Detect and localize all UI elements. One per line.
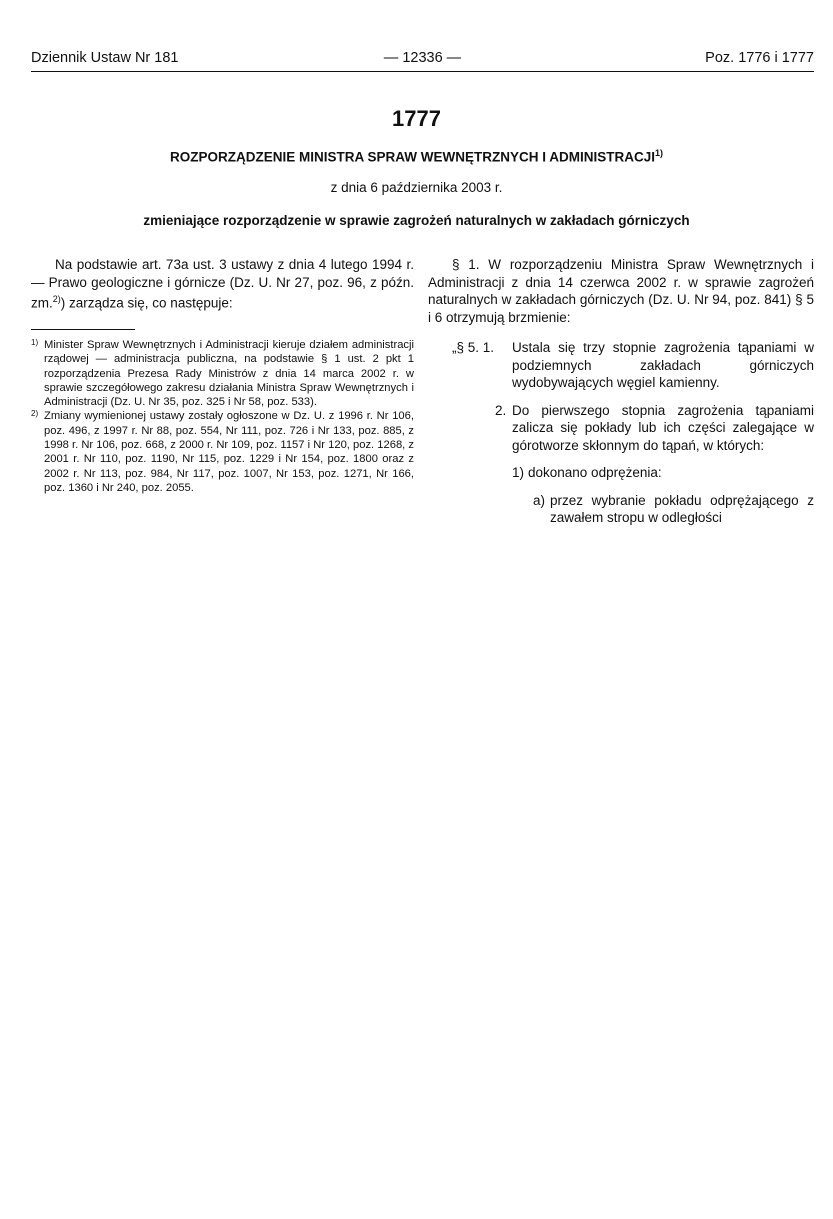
point-1-text: dokonano odprężenia: — [528, 465, 662, 480]
act-title-footnote-ref: 1) — [654, 148, 663, 158]
footnote-1-mark: 1) — [31, 338, 39, 347]
act-title — [0, 148, 833, 165]
right-column — [428, 256, 814, 527]
footnote-1-text: Minister Spraw Wewnętrznych i Administracji kieruje działem administracji rządowej — administracja publiczna, na podstawie § 1 ust. 2 pkt 1 rozporządzenia Prezesa Rady Ministrów z dnia 14 marca 2002 r. w sprawie szczegółowego zakresu działania Ministra Spraw Wewnętrznych i Administracji (Dz. U. Nr 35, poz. 325 i Nr 58, poz. 533). — [44, 339, 414, 409]
preamble — [31, 256, 414, 312]
position-numbers: Poz. 1776 i 1777 — [705, 50, 814, 66]
section-5-ust-2 — [428, 402, 814, 455]
journal-name: Dziennik Ustaw Nr 181 — [31, 50, 179, 66]
act-title-text: ROZPORZĄDZENIE MINISTRA SPRAW WEWNĘTRZNYCH I ADMINISTRACJI — [169, 149, 655, 165]
footnote-divider — [31, 329, 135, 330]
point-1-mark: 1) — [512, 465, 525, 480]
act-subject: zmieniające rozporządzenie w sprawie zagrożeń naturalnych w zakładach górniczych — [143, 213, 690, 228]
section-5-ust-1 — [428, 339, 814, 392]
section-5-text: Ustala się trzy stopnie zagrożenia tąpaniami w podziemnych zakładach górniczych wydobywających węgiel kamienny. — [512, 340, 814, 390]
ust-2-text: Do pierwszego stopnia zagrożenia tąpaniami zalicza się pokłady lub ich części zalegające w górotworze skłonnym do tąpań, w których: — [512, 402, 814, 453]
running-header — [31, 50, 814, 72]
header-divider — [31, 71, 814, 72]
footnote-2 — [31, 409, 414, 495]
ust-2-mark: 2. — [495, 402, 507, 418]
act-date: z dnia 6 października 2003 r. — [330, 180, 503, 195]
act-number: 1777 — [392, 106, 441, 131]
footnote-2-mark: 2) — [31, 409, 39, 419]
letter-a-mark: a) — [533, 492, 546, 508]
left-column — [31, 256, 414, 495]
preamble-footnote-ref: 2) — [52, 294, 61, 304]
footnote-1 — [31, 338, 414, 409]
page-number: — 12336 — — [383, 50, 462, 66]
letter-a-text: przez wybranie pokładu odprężającego z zawałem stropu w odległości — [550, 492, 814, 525]
section-5-mark: „§ 5. 1. — [452, 340, 495, 355]
point-1 — [428, 464, 814, 482]
preamble-part2: ) zarządza się, co następuje: — [60, 295, 233, 311]
footnote-2-text: Zmiany wymienionej ustawy zostały ogłoszone w Dz. U. z 1996 r. Nr 106, poz. 496, z 1997 r. Nr 88, poz. 554, Nr 111, poz. 726 i Nr 133, poz. 885, z 1998 r. Nr 106, poz. 668, z 2000 r. Nr 109, poz. 1157 i Nr 120, poz. 1268, z 2001 r. Nr 110, poz. 1190, Nr 115, poz. 1229 i Nr 154, poz. 1800 oraz z 2002 r. Nr 113, poz. 984, Nr 117, poz. 1007, Nr 153, poz. 1271, Nr 166, poz. 1360 i Nr 240, poz. 2055. — [44, 410, 414, 494]
preamble-part1: Na podstawie art. 73a ust. 3 ustawy z dnia 4 lutego 1994 r. — Prawo geologiczne i górnicze (Dz. U. Nr 27, poz. 96, z późn. zm. — [31, 257, 414, 311]
letter-a — [428, 492, 814, 527]
paragraph-1: § 1. W rozporządzeniu Ministra Spraw Wewnętrznych i Administracji z dnia 14 czerwca 2002 r. w sprawie zagrożeń naturalnych w zakładach górniczych (Dz. U. Nr 94, poz. 841) § 5 i 6 otrzymują brzmienie: — [428, 257, 814, 325]
